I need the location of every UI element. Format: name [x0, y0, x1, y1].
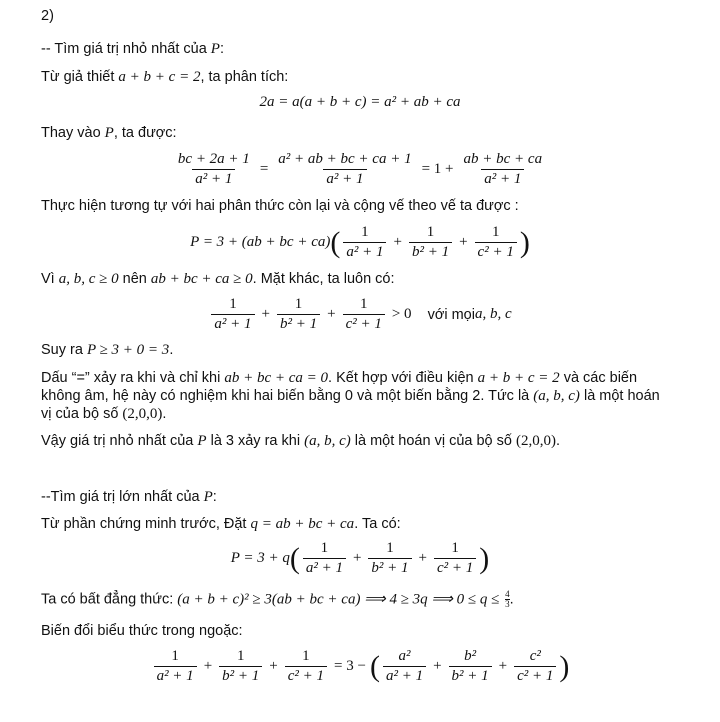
equation-fraction-expand: $\frac{bc + 2a + 1}{\text{a² + 1}}$ = $\frac{\text{a² + ab + bc + ca + 1}}{\text{a² + 1}}$ = 1 + $\frac{ab + bc + ca}{\text{a² + 1}}$ — [177, 151, 543, 187]
given-line: Từ giả thiết a + b + c = 2, ta phân tích: — [41, 69, 289, 85]
equality-line-2: không âm, hệ này có nghiệm khi hai biến bằng 0 và một biến bằng 2. Tức là (a, b, c) là một hoán — [41, 388, 660, 404]
max-section-title: --Tìm giá trị lớn nhất của P: — [41, 489, 217, 505]
equation-P-q: P = 3 + q ( $\frac{1}{\text{a² + 1}}$ + $\frac{1}{\text{b² + 1}}$ + $\frac{1}{\text{c² + 1}}$ ) — [230, 540, 490, 576]
section-number: 2) — [41, 8, 54, 24]
equation-2a: 2a = a(a + b + c) = a² + ab + ca — [259, 94, 461, 110]
similar-line: Thực hiện tương tự với hai phân thức còn lại và cộng vế theo vế ta được : — [41, 198, 519, 214]
transform-line: Biến đổi biểu thức trong ngoặc: — [41, 623, 243, 639]
deduce-line: Suy ra P ≥ 3 + 0 = 3. — [41, 342, 174, 358]
min-section-title: -- Tìm giá trị nhỏ nhất của P: — [41, 41, 224, 57]
equation-P-sum: P = 3 + (ab + bc + ca) ( $\frac{1}{\text{a² + 1}}$ + $\frac{1}{\text{b² + 1}}$ + $\frac{1}{\text{c² + 1}}$ ) — [190, 224, 530, 260]
inequality-line: Ta có bất đẳng thức: (a + b + c)² ≥ 3(ab + bc + ca) ⟹ 4 ≥ 3q ⟹ 0 ≤ q ≤ $\frac{4}{3}$ . — [41, 589, 514, 609]
nonneg-line: Vì a, b, c ≥ 0 nên ab + bc + ca ≥ 0. Mặt khác, ta luôn có: — [41, 271, 395, 287]
equality-line-1: Dấu “=” xảy ra khi và chỉ khi ab + bc + ca = 0. Kết hợp với điều kiện a + b + c = 2 và các biến — [41, 370, 638, 386]
equality-line-3: vị của bộ số (2,0,0). — [41, 406, 167, 422]
equation-transform: $\frac{1}{\text{a² + 1}}$ + $\frac{1}{\text{b² + 1}}$ + $\frac{1}{\text{c² + 1}}$ = 3 − ( $\frac{\text{a²}}{\text{a² + 1}}$ + $\frac{\text{b²}}{\text{b² + 1}}$ + $\frac{\text{c²}}{\text{c² + 1}}$ ) — [0, 648, 720, 685]
substitute-line: Thay vào P, ta được: — [41, 125, 177, 141]
set-q-line: Từ phần chứng minh trước, Đặt q = ab + bc + ca. Ta có: — [41, 516, 401, 532]
min-conclusion: Vậy giá trị nhỏ nhất của P là 3 xảy ra khi (a, b, c) là một hoán vị của bộ số (2,0,0). — [41, 433, 561, 449]
equation-positive-sum: $\frac{1}{\text{a² + 1}}$ + $\frac{1}{\text{b² + 1}}$ + $\frac{1}{\text{c² + 1}}$ > 0 với mọi a, b, c — [0, 296, 720, 333]
